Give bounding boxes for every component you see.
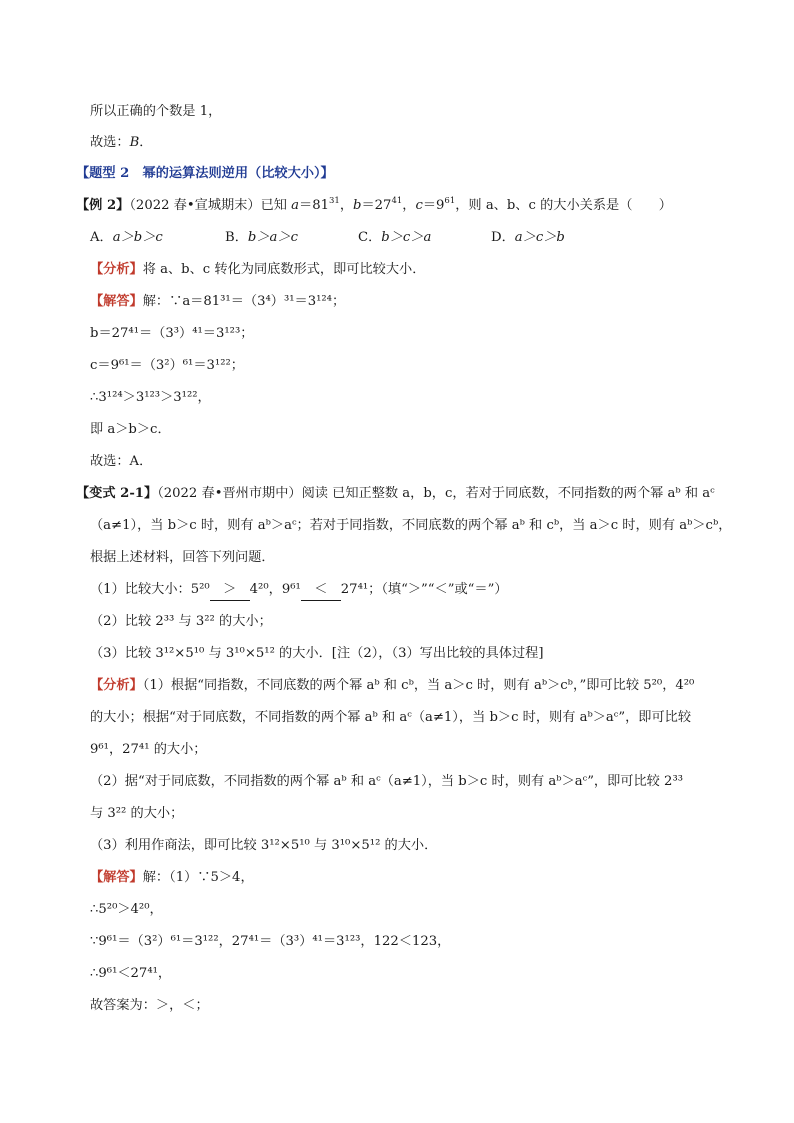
stem-tail: ，则 a、b、c 的大小关系是（ ） [455, 198, 672, 213]
q1-suffix: 27⁴¹；（填“＞”“＜”或“＝”） [340, 582, 508, 597]
option-b-text: b＞a＞c [247, 230, 298, 245]
question1 [90, 580, 508, 601]
exp3: 61 [444, 196, 456, 206]
exp1: 31 [329, 196, 340, 206]
example2-answer-line1 [90, 292, 345, 312]
option-a-text: a＞b＞c [112, 230, 163, 245]
variant-answer-l3: ∵9⁶¹＝（3²）⁶¹＝3¹²²，27⁴¹＝（3³）⁴¹＝3¹²³，122＜123， [90, 934, 451, 949]
question3: （3）比较 3¹²×5¹⁰ 与 3¹⁰×5¹² 的大小．[注（2），（3）写出比较的具体过程] [90, 646, 544, 661]
option-d-text: a＞c＞b [514, 230, 565, 245]
answer-tag: 【解答】 [90, 294, 143, 309]
variant-answer-l1 [90, 868, 254, 888]
q1-blank1[interactable]: ＞ [210, 580, 250, 601]
eq3: ＝9 [422, 198, 445, 213]
q1-prefix: （1）比较大小：5²⁰ [90, 582, 210, 597]
example2-answer-line4: ∴3¹²⁴＞3¹²³＞3¹²²， [90, 390, 211, 405]
example2-answer-line5: 即 a＞b＞c． [90, 422, 171, 437]
eq1: ＝81 [299, 198, 329, 213]
answer-prefix: 解：∵ [142, 294, 183, 309]
option-d[interactable] [491, 228, 565, 248]
answer-line1: a＝81³¹＝（3⁴）³¹＝3¹²⁴； [182, 294, 346, 309]
question2: （2）比较 2³³ 与 3²² 的大小； [90, 614, 272, 629]
count-text: 所以正确的个数是 1， [90, 104, 222, 119]
variant-analysis-l1-text: （1）根据“同指数，不同底数的两个幂 aᵇ 和 cᵇ，当 a＞c 时，则有 aᵇ＞cᵇ，”即可比较 5²⁰，4²⁰ [142, 678, 695, 693]
example2-answer-line3: c＝9⁶¹＝（3²）⁶¹＝3¹²²； [90, 358, 244, 373]
variant-analysis-l6: （3）利用作商法，即可比较 3¹²×5¹⁰ 与 3¹⁰×5¹² 的大小． [90, 838, 438, 853]
analysis-tag: 【分析】 [90, 262, 143, 277]
var-c: c [415, 198, 423, 213]
option-b-label: B． [225, 230, 248, 245]
example2-stem: 【例 2】（2022 春•宣城期末）已知 $a=81^{31}$，$b=27^{41}$，$c=9^{61}$，则 a、b、c 的大小关系是（ ） [76, 196, 672, 213]
variant-analysis-tag: 【分析】 [90, 678, 143, 693]
option-b[interactable] [225, 228, 358, 248]
option-a[interactable] [90, 228, 225, 248]
example2-options [90, 228, 565, 248]
option-c[interactable] [358, 228, 491, 248]
eq2: ＝27 [361, 198, 392, 213]
choose-line [90, 133, 152, 153]
example2-answer-line6: 故选：A． [90, 454, 153, 469]
example2-tag: 【例 2】 [76, 198, 130, 213]
variant-analysis-l1 [90, 676, 694, 696]
variant-analysis-l5: 与 3²² 的大小； [90, 806, 184, 821]
variant-answer-tag: 【解答】 [90, 870, 143, 885]
variant-answer-l4: ∴9⁶¹＜27⁴¹， [90, 966, 172, 981]
option-a-label: A． [90, 230, 113, 245]
variant-analysis-l2: 的大小；根据“对于同底数，不同指数的两个幂 aᵇ 和 aᶜ（a≠1），当 b＞c 时，则有 aᵇ＞aᶜ”，即可比较 [90, 710, 692, 725]
variant-tag: 【变式 2-1】 [76, 486, 158, 501]
var-b: b [353, 198, 362, 213]
variant-answer-l2: ∴5²⁰＞4²⁰， [90, 902, 163, 917]
variant-analysis-l3: 9⁶¹，27⁴¹ 的大小； [90, 742, 207, 757]
q1-blank2[interactable]: ＜ [301, 580, 341, 601]
choose-answer: B [129, 135, 140, 150]
exp2: 41 [391, 196, 403, 206]
var-a: a [291, 198, 300, 213]
option-c-label: C． [358, 230, 382, 245]
example2-analysis [90, 260, 425, 280]
q1-mid: 4²⁰，9⁶¹ [249, 582, 301, 597]
option-d-label: D． [491, 230, 515, 245]
count-line [90, 102, 221, 122]
option-c-text: b＞c＞a [381, 230, 432, 245]
choose-suffix: ． [139, 135, 153, 150]
variant-answer-l5: 故答案为：＞，＜； [90, 998, 209, 1013]
variant-answer-l1-text: 解：（1）∵5＞4， [142, 870, 254, 885]
example2-source: （2022 春•宣城期末）已知 [129, 198, 292, 213]
variant-line2: （a≠1），当 b＞c 时，则有 aᵇ＞aᶜ；若对于同指数，不同底数的两个幂 aᵇ 和 cᵇ，当 a＞c 时，则有 aᵇ＞cᵇ， [90, 518, 732, 533]
example2-answer-line2: b＝27⁴¹＝（3³）⁴¹＝3¹²³； [90, 326, 254, 341]
variant-line3: 根据上述材料，回答下列问题． [90, 550, 275, 565]
section-title: 【题型 2 幂的运算法则逆用（比较大小）】 [76, 166, 334, 181]
variant-analysis-l4: （2）据“对于同底数，不同指数的两个幂 aᵇ 和 aᶜ（a≠1），当 b＞c 时，则有 aᵇ＞aᶜ”，即可比较 2³³ [90, 774, 684, 789]
variant-line1-text: （2022 春•晋州市期中）阅读 已知正整数 a，b，c，若对于同底数，不同指数的两个幂 aᵇ 和 aᶜ [157, 486, 715, 501]
variant-line1 [76, 484, 715, 504]
analysis-text: 将 a、b、c 转化为同底数形式，即可比较大小． [142, 262, 426, 277]
choose-prefix: 故选： [90, 135, 130, 150]
